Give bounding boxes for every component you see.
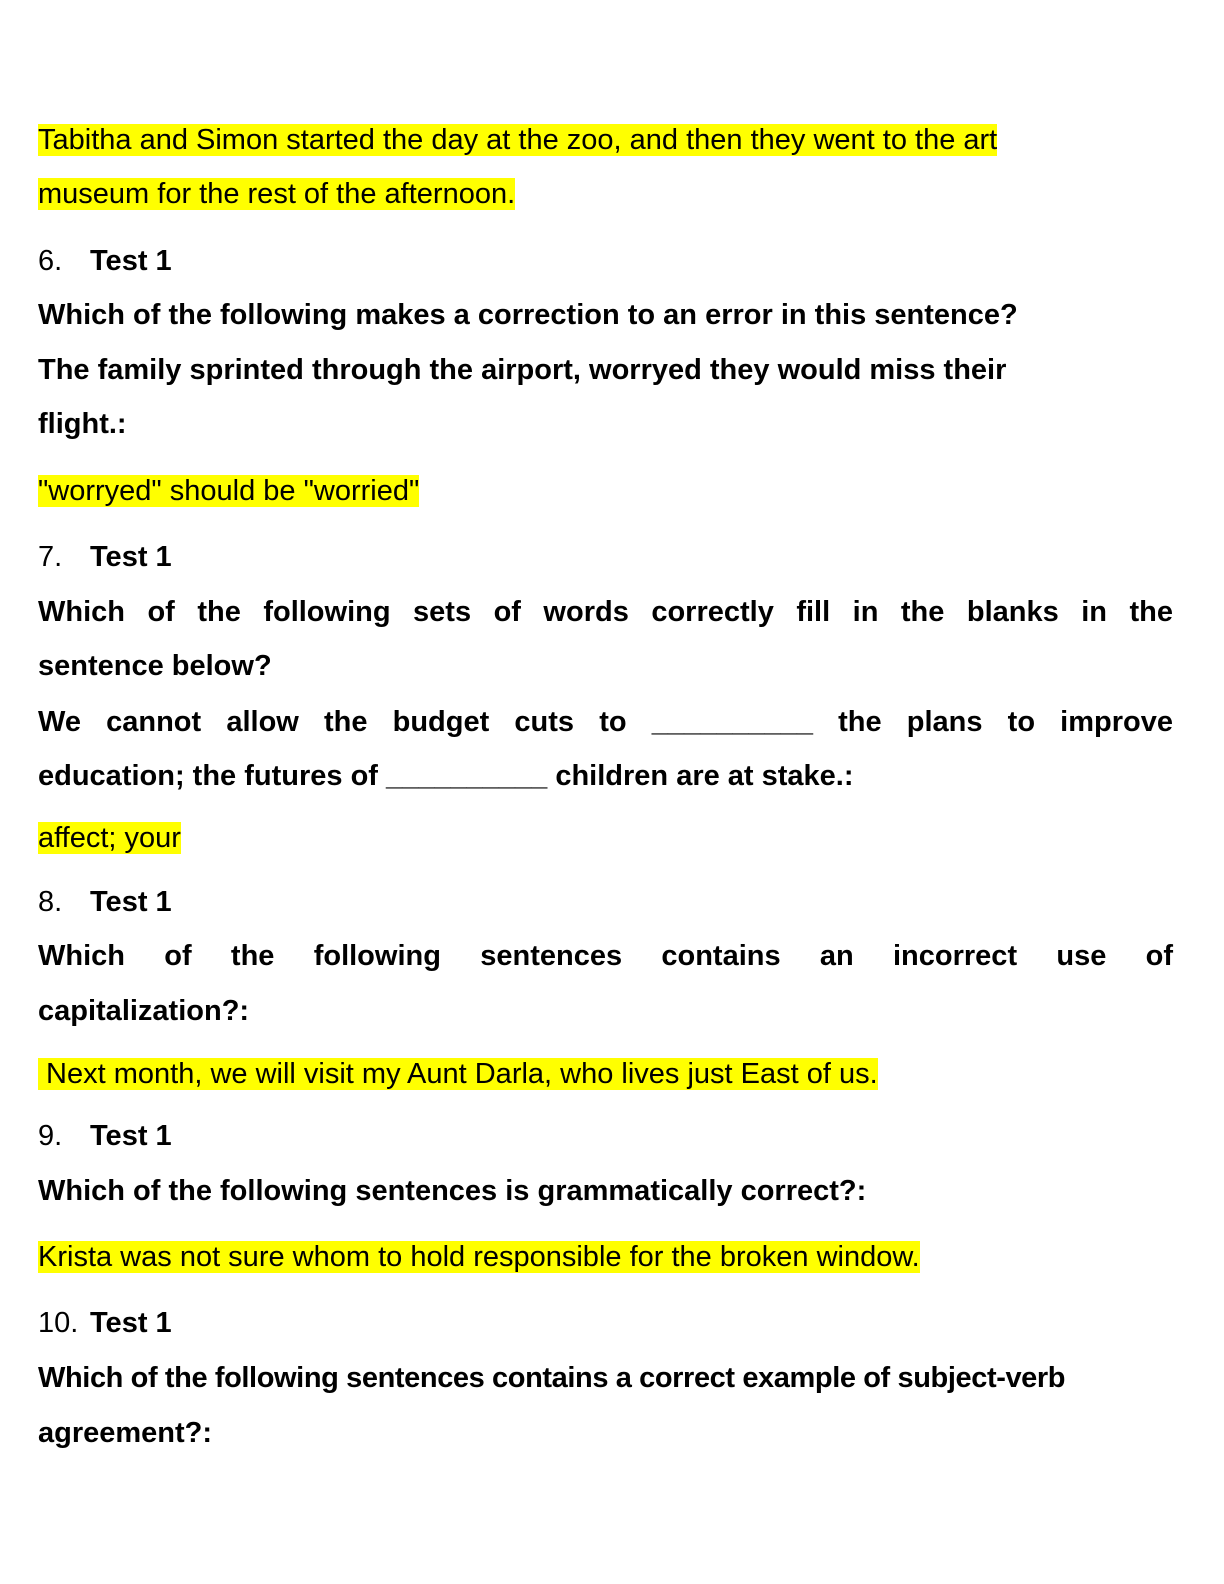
question-10-text-line-2: agreement?:	[38, 1417, 213, 1449]
question-label: Test 1	[90, 1120, 172, 1152]
question-7-text-line-1: Which of the following sets of words correctly fill in the blanks in the	[38, 596, 1173, 628]
answer-highlight: "worryed" should be "worried"	[38, 475, 420, 507]
question-7-text-line-2: sentence below?	[38, 650, 272, 682]
question-8-header	[38, 882, 172, 922]
question-7-text-line-4: education; the futures of __________ children are at stake.:	[38, 760, 854, 792]
answer-highlight: Next month, we will visit my Aunt Darla, who lives just East of us.	[38, 1058, 878, 1090]
question-number: 6.	[38, 245, 63, 277]
question-9-text-line-1: Which of the following sentences is grammatically correct?:	[38, 1175, 867, 1207]
question-label: Test 1	[90, 1307, 172, 1339]
answer-8	[38, 1054, 878, 1094]
question-label: Test 1	[90, 245, 172, 277]
question-10-text-line-1: Which of the following sentences contains a correct example of subject-verb	[38, 1362, 1066, 1394]
answer-intro-line-1	[38, 120, 997, 160]
question-8-text-line-2: capitalization?:	[38, 995, 250, 1027]
question-6-header	[38, 241, 172, 281]
question-6-text-line-3: flight.:	[38, 408, 127, 440]
answer-highlight: museum for the rest of the afternoon.	[38, 178, 516, 210]
question-label: Test 1	[90, 541, 172, 573]
answer-6	[38, 471, 419, 511]
question-number: 9.	[38, 1120, 63, 1152]
question-7-text-line-3: We cannot allow the budget cuts to __________ the plans to improve	[38, 706, 1173, 738]
answer-highlight: Krista was not sure whom to hold responsible for the broken window.	[38, 1241, 920, 1273]
question-7-header	[38, 537, 172, 577]
answer-intro-line-2	[38, 174, 515, 214]
question-number: 7.	[38, 541, 63, 573]
question-number: 10.	[38, 1307, 79, 1339]
question-9-header	[38, 1116, 172, 1156]
question-10-header	[38, 1303, 172, 1343]
question-6-text-line-1: Which of the following makes a correction to an error in this sentence?	[38, 299, 1018, 331]
answer-highlight: Tabitha and Simon started the day at the zoo, and then they went to the art	[38, 124, 998, 156]
question-label: Test 1	[90, 886, 172, 918]
answer-9	[38, 1237, 920, 1277]
question-6-text-line-2: The family sprinted through the airport, worryed they would miss their	[38, 354, 1007, 386]
answer-7	[38, 818, 181, 858]
question-8-text-line-1: Which of the following sentences contains an incorrect use of	[38, 940, 1173, 972]
answer-highlight: affect; your	[38, 822, 181, 854]
question-number: 8.	[38, 886, 63, 918]
